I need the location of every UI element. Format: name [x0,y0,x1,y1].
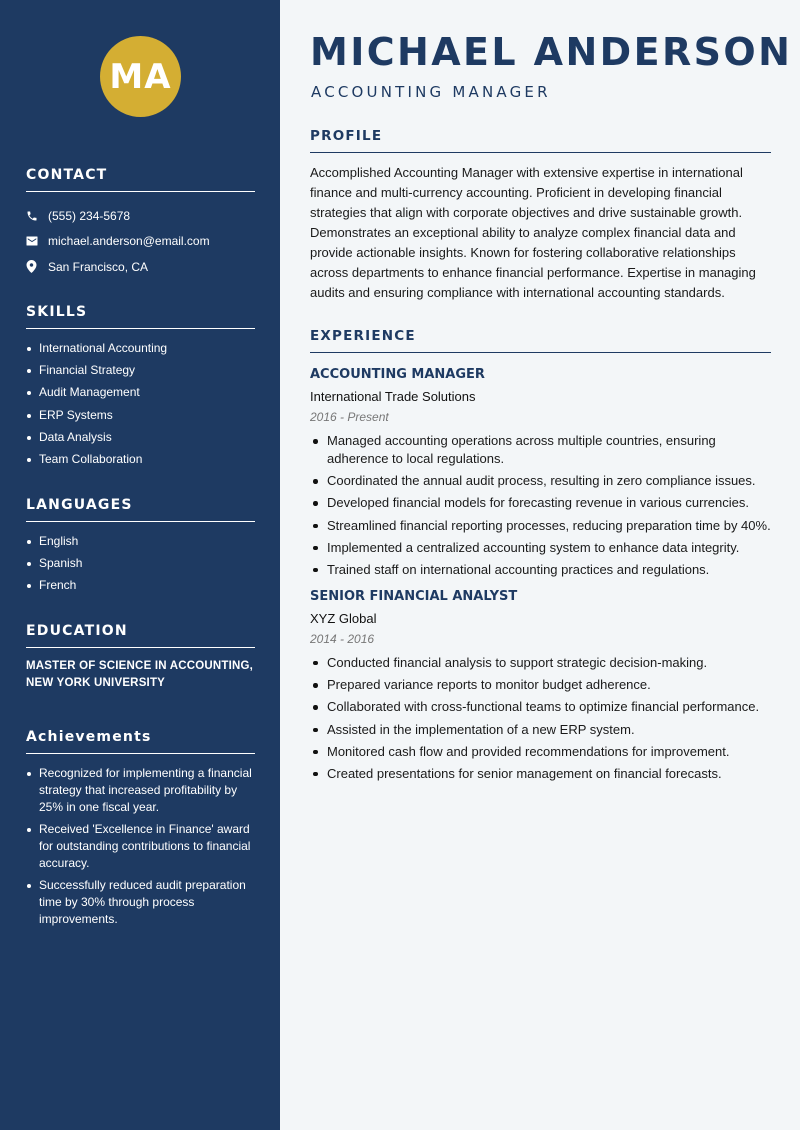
job-dates: 2014 - 2016 [310,631,375,646]
achievement-item: Received 'Excellence in Finance' award for outstanding contributions to financial accuracy. [26,821,255,872]
job-bullet: Assisted in the implementation of a new ERP system. [310,721,771,739]
profile-text: Accomplished Accounting Manager with extensive expertise in international finance and multi-currency accounting. Proficient in developing financial strategies that align with corporate objectives and drive sustainable growth. Demonstrates an exceptional ability to analyze complex financial data and provide actionable insights. Known for fostering collaborative relationships across departments to enhance financial performance. Expertise in managing audits and ensuring compliance with international accounting standards. [310,165,756,300]
job-bullets [310,432,771,579]
job-company: XYZ Global [310,610,377,626]
avatar [100,36,181,117]
achievements-list [26,765,255,928]
skill-item: Audit Management [26,384,255,401]
skill-item: Financial Strategy [26,362,255,379]
job-bullet: Conducted financial analysis to support strategic decision-making. [310,654,771,672]
contact-heading: CONTACT [26,167,255,192]
job-bullet: Collaborated with cross-functional teams to optimize financial performance. [310,698,771,716]
education-section [26,623,255,692]
experience-section [310,328,771,787]
languages-section [26,497,255,599]
job-company: International Trade Solutions [310,389,476,404]
education-heading: EDUCATION [26,623,255,648]
job-title: ACCOUNTING MANAGER [310,367,485,382]
experience-heading: EXPERIENCE [310,328,771,353]
language-item: English [26,533,255,550]
language-item: French [26,577,255,594]
email-text[interactable]: michael.anderson@email.com [48,234,210,249]
skills-section [26,304,255,473]
job-entry [310,367,771,579]
achievement-item: Successfully reduced audit preparation time by 30% through process improvements. [26,877,255,928]
contact-location [26,254,255,280]
job-bullet: Prepared variance reports to monitor budget adherence. [310,676,771,694]
location-text: San Francisco, CA [48,259,149,274]
skill-item: Data Analysis [26,429,255,446]
candidate-name: MICHAEL ANDERSON [310,30,793,74]
phone-text[interactable]: (555) 234-5678 [48,208,131,223]
achievements-section [26,729,255,933]
skill-item: International Accounting [26,340,255,357]
job-title-header: ACCOUNTING MANAGER [311,83,551,101]
phone-icon [26,210,48,222]
job-bullet: Trained staff on international accounting practices and regulations. [310,561,771,579]
email-icon [26,236,48,246]
job-bullet: Implemented a centralized accounting system to enhance data integrity. [310,539,771,557]
profile-heading: PROFILE [310,128,771,153]
job-bullet: Managed accounting operations across multiple countries, ensuring adherence to local regulations. [310,432,771,468]
skill-item: ERP Systems [26,407,255,424]
job-bullet: Streamlined financial reporting processes, reducing preparation time by 40%. [310,517,771,535]
job-dates: 2016 - Present [310,410,389,424]
job-bullets [310,654,771,783]
location-pin-icon [26,260,48,273]
skill-item: Team Collaboration [26,451,255,468]
job-bullet: Monitored cash flow and provided recommendations for improvement. [310,743,771,761]
achievements-heading: Achievements [26,729,255,754]
avatar-initials: MA [109,56,172,97]
profile-section [310,128,771,303]
sidebar [0,0,280,1130]
job-bullet: Coordinated the annual audit process, resulting in zero compliance issues. [310,472,771,490]
contact-phone [26,203,255,229]
language-item: Spanish [26,555,255,572]
job-title: SENIOR FINANCIAL ANALYST [310,588,518,604]
job-entry [310,589,771,783]
job-bullet: Developed financial models for forecasting revenue in various currencies. [310,494,771,512]
job-bullet: Created presentations for senior management on financial forecasts. [310,765,771,783]
achievement-item: Recognized for implementing a financial strategy that increased profitability by 25% in one fiscal year. [26,765,255,816]
languages-heading: LANGUAGES [26,497,255,522]
contact-section [26,167,255,280]
languages-list [26,533,255,594]
contact-list [26,203,255,280]
skills-list [26,340,255,468]
contact-email [26,229,255,255]
education-degree: MASTER OF SCIENCE IN ACCOUNTING, NEW YORK UNIVERSITY [26,660,254,689]
skills-heading: SKILLS [26,304,255,329]
